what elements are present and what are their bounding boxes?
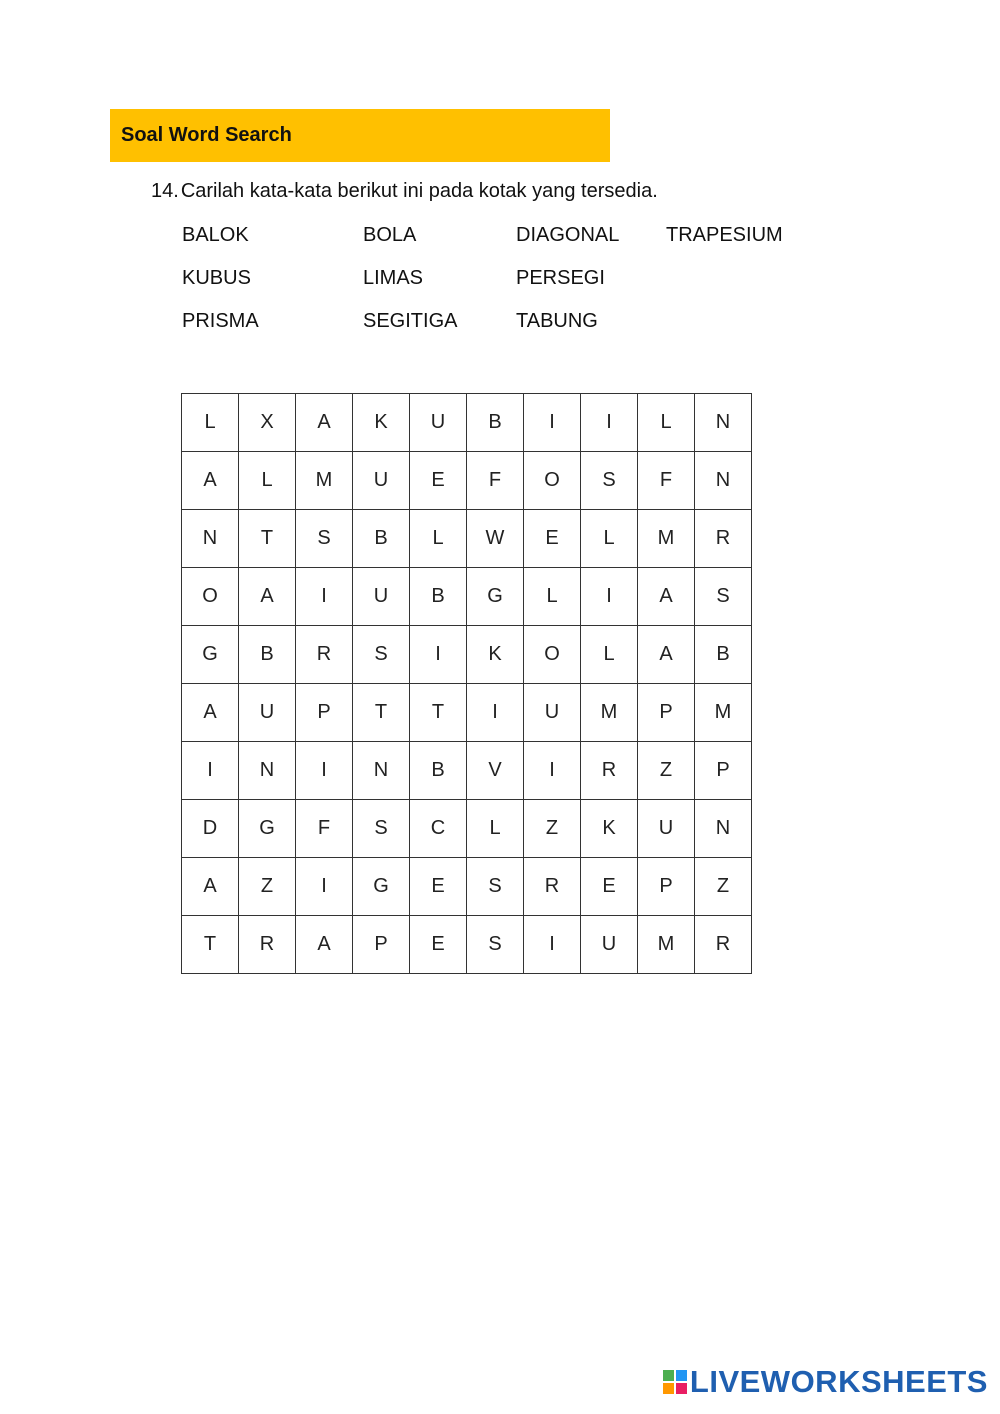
grid-cell[interactable]: I [581, 568, 638, 626]
grid-cell[interactable]: N [695, 394, 752, 452]
grid-cell[interactable]: L [638, 394, 695, 452]
grid-cell[interactable]: I [467, 684, 524, 742]
grid-cell[interactable]: N [695, 800, 752, 858]
grid-cell[interactable]: N [239, 742, 296, 800]
grid-cell[interactable]: A [182, 858, 239, 916]
grid-cell[interactable]: U [353, 568, 410, 626]
grid-cell[interactable]: S [467, 858, 524, 916]
grid-cell[interactable]: S [467, 916, 524, 974]
word-row [182, 310, 822, 353]
grid-row [182, 800, 752, 858]
grid-cell[interactable]: I [410, 626, 467, 684]
grid-cell[interactable]: P [638, 684, 695, 742]
grid-cell[interactable]: L [410, 510, 467, 568]
grid-cell[interactable]: B [353, 510, 410, 568]
grid-cell[interactable]: I [296, 742, 353, 800]
grid-row [182, 452, 752, 510]
grid-cell[interactable]: S [296, 510, 353, 568]
grid-row [182, 742, 752, 800]
grid-cell[interactable]: A [239, 568, 296, 626]
grid-cell[interactable]: G [239, 800, 296, 858]
grid-cell[interactable]: T [239, 510, 296, 568]
grid-cell[interactable]: I [524, 742, 581, 800]
grid-cell[interactable]: L [581, 510, 638, 568]
grid-cell[interactable]: B [695, 626, 752, 684]
grid-cell[interactable]: S [695, 568, 752, 626]
grid-row [182, 568, 752, 626]
grid-cell[interactable]: I [182, 742, 239, 800]
grid-cell[interactable]: W [467, 510, 524, 568]
word-item: TRAPESIUM [666, 224, 783, 246]
grid-cell[interactable]: K [467, 626, 524, 684]
grid-cell[interactable]: I [296, 858, 353, 916]
grid-cell[interactable]: X [239, 394, 296, 452]
question-prompt [151, 180, 658, 203]
grid-cell[interactable]: U [638, 800, 695, 858]
grid-cell[interactable]: D [182, 800, 239, 858]
grid-cell[interactable]: U [410, 394, 467, 452]
question-number: 14. [151, 180, 179, 202]
grid-cell[interactable]: B [410, 742, 467, 800]
grid-cell[interactable]: I [581, 394, 638, 452]
grid-cell[interactable]: A [182, 452, 239, 510]
grid-row [182, 684, 752, 742]
grid-cell[interactable]: E [524, 510, 581, 568]
grid-cell[interactable]: M [581, 684, 638, 742]
grid-cell[interactable]: O [524, 452, 581, 510]
grid-cell[interactable]: L [182, 394, 239, 452]
grid-cell[interactable]: T [353, 684, 410, 742]
grid-cell[interactable]: U [581, 916, 638, 974]
grid-row [182, 394, 752, 452]
grid-cell[interactable]: U [239, 684, 296, 742]
section-title: Soal Word Search [121, 124, 292, 146]
grid-cell[interactable]: O [524, 626, 581, 684]
brand-text: LIVEWORKSHEETS [689, 1364, 988, 1399]
grid-cell[interactable]: G [353, 858, 410, 916]
grid-cell[interactable]: I [296, 568, 353, 626]
grid-cell[interactable]: L [524, 568, 581, 626]
grid-row [182, 510, 752, 568]
grid-cell[interactable]: R [581, 742, 638, 800]
grid-cell[interactable]: Z [239, 858, 296, 916]
grid-cell[interactable]: A [296, 916, 353, 974]
grid-cell[interactable]: V [467, 742, 524, 800]
grid-cell[interactable]: K [581, 800, 638, 858]
grid-cell[interactable]: I [524, 916, 581, 974]
grid-cell[interactable]: B [239, 626, 296, 684]
grid-cell[interactable]: F [296, 800, 353, 858]
grid-cell[interactable]: G [467, 568, 524, 626]
word-item: BALOK [182, 224, 249, 246]
grid-cell[interactable]: P [353, 916, 410, 974]
grid-cell[interactable]: M [638, 916, 695, 974]
liveworksheets-logo-icon [662, 1369, 688, 1395]
grid-cell[interactable]: N [353, 742, 410, 800]
grid-cell[interactable]: F [638, 452, 695, 510]
word-item: PERSEGI [516, 267, 605, 289]
grid-cell[interactable]: L [467, 800, 524, 858]
grid-cell[interactable]: R [296, 626, 353, 684]
word-item: PRISMA [182, 310, 259, 332]
grid-cell[interactable]: P [638, 858, 695, 916]
grid-cell[interactable]: E [581, 858, 638, 916]
grid-cell[interactable]: P [296, 684, 353, 742]
word-item: TABUNG [516, 310, 598, 332]
grid-cell[interactable]: G [182, 626, 239, 684]
word-row [182, 267, 822, 310]
grid-cell[interactable]: R [524, 858, 581, 916]
grid-cell[interactable]: C [410, 800, 467, 858]
word-search-grid [181, 393, 752, 974]
grid-cell[interactable]: U [524, 684, 581, 742]
grid-cell[interactable]: T [410, 684, 467, 742]
grid-cell[interactable]: T [182, 916, 239, 974]
grid-cell[interactable]: B [410, 568, 467, 626]
grid-row [182, 858, 752, 916]
word-item: DIAGONAL [516, 224, 620, 246]
word-row [182, 224, 822, 267]
grid-cell[interactable]: S [581, 452, 638, 510]
grid-cell[interactable]: Z [524, 800, 581, 858]
grid-cell[interactable]: E [410, 916, 467, 974]
grid-cell[interactable]: L [239, 452, 296, 510]
grid-cell[interactable]: F [467, 452, 524, 510]
grid-cell[interactable]: M [296, 452, 353, 510]
grid-cell[interactable]: N [695, 452, 752, 510]
grid-cell[interactable]: A [638, 568, 695, 626]
word-item: LIMAS [363, 267, 424, 289]
word-item: KUBUS [182, 267, 251, 289]
grid-cell[interactable]: R [239, 916, 296, 974]
word-item: BOLA [363, 224, 417, 246]
grid-cell[interactable]: I [524, 394, 581, 452]
grid-cell[interactable]: A [638, 626, 695, 684]
grid-cell[interactable]: L [581, 626, 638, 684]
grid-cell[interactable]: U [353, 452, 410, 510]
grid-cell[interactable]: S [353, 626, 410, 684]
word-item: SEGITIGA [363, 310, 458, 332]
question-text: Carilah kata-kata berikut ini pada kotak yang tersedia. [180, 180, 658, 202]
grid-cell[interactable]: R [695, 510, 752, 568]
grid-cell[interactable]: K [353, 394, 410, 452]
grid-cell[interactable]: O [182, 568, 239, 626]
grid-cell[interactable]: S [353, 800, 410, 858]
grid-cell[interactable]: Z [638, 742, 695, 800]
grid-cell[interactable]: B [467, 394, 524, 452]
grid-cell[interactable]: P [695, 742, 752, 800]
grid-row [182, 626, 752, 684]
brand-logo [662, 1364, 988, 1400]
grid-cell[interactable]: M [695, 684, 752, 742]
grid-cell[interactable]: R [695, 916, 752, 974]
grid-cell[interactable]: A [182, 684, 239, 742]
word-list [182, 224, 822, 353]
grid-cell[interactable]: A [296, 394, 353, 452]
grid-cell[interactable]: N [182, 510, 239, 568]
grid-cell[interactable]: E [410, 452, 467, 510]
grid-cell[interactable]: Z [695, 858, 752, 916]
grid-cell[interactable]: M [638, 510, 695, 568]
grid-cell[interactable]: E [410, 858, 467, 916]
section-header [110, 109, 610, 162]
grid-row [182, 916, 752, 974]
